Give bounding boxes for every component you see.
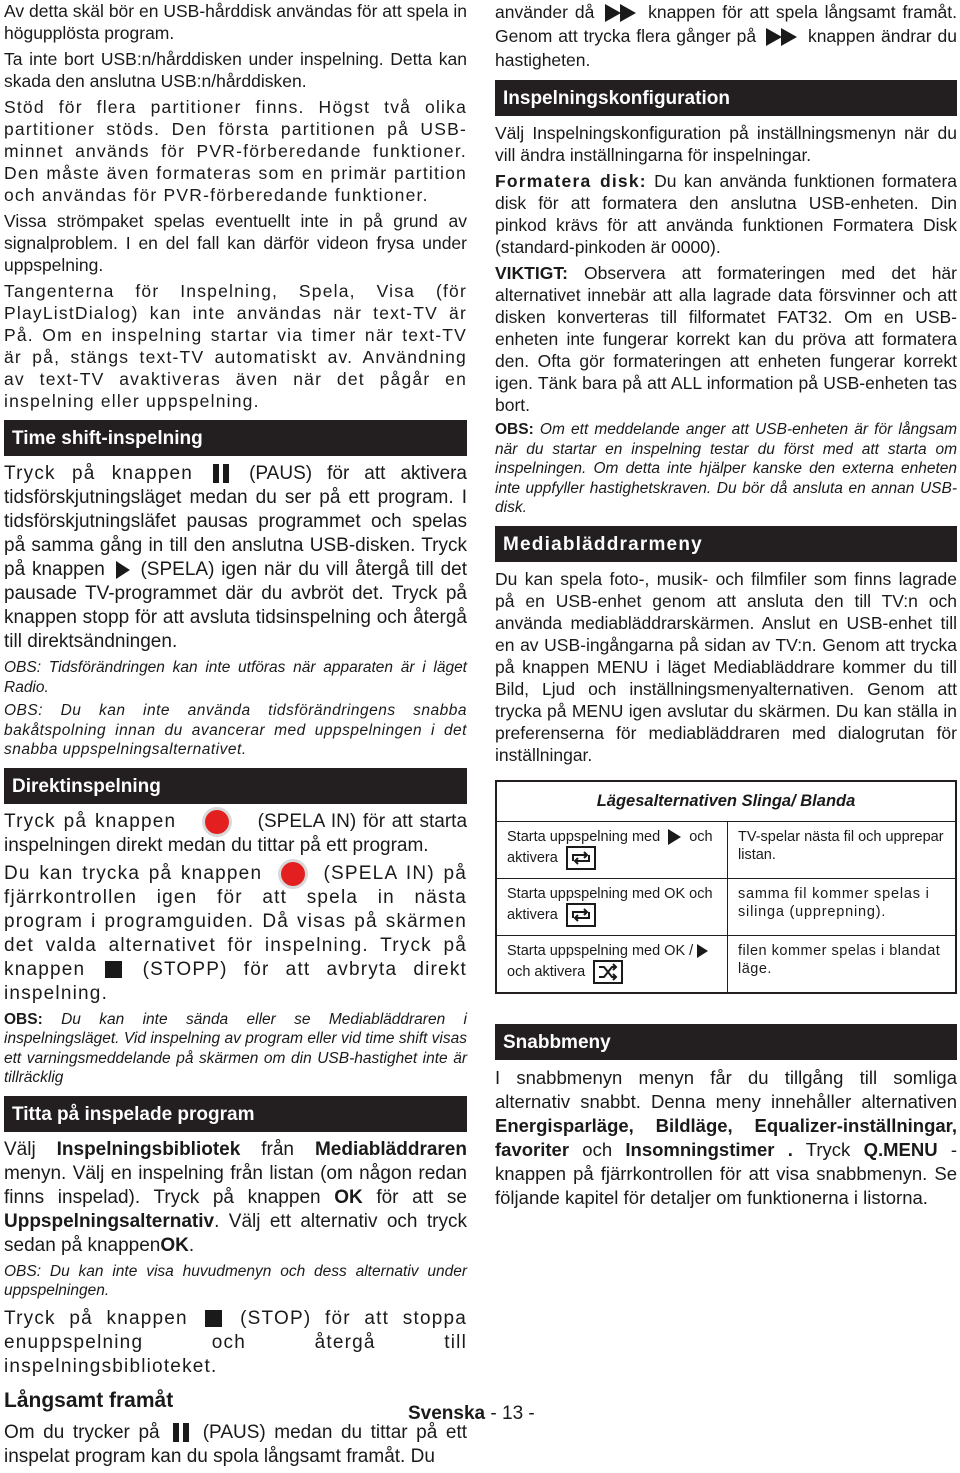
bold-text: Formatera disk: — [495, 171, 647, 191]
bold-text: Uppspelningsalternativ — [4, 1210, 215, 1232]
text: Tryck — [792, 1138, 864, 1160]
paragraph — [4, 1138, 467, 1258]
paragraph — [4, 862, 467, 1006]
loop-icon — [566, 846, 596, 870]
text: (STOP) för att stoppa enuppspelning och återgå till inspelningsbiblioteket. — [4, 1307, 468, 1377]
text: Välj — [4, 1138, 57, 1160]
text: för att se — [362, 1186, 467, 1208]
bold-text: Insomningstimer . — [625, 1138, 793, 1160]
note-label: OBS: — [495, 421, 534, 438]
paragraph: Stöd för flera partitioner finns. Högst två olika partitioner stöds. Den första partitionen på USB-minnet används för PVR-förberedande funktioner. Den måste även formateras som en primär partition och användas för PVR-förberedande funktioner. — [4, 97, 467, 205]
note — [4, 1010, 467, 1088]
text: Tryck på knappen — [4, 810, 177, 832]
bold-text: Mediabläddraren — [314, 1138, 467, 1160]
loop-icon — [566, 903, 596, 927]
text: Du kan använda funktionen formatera disk för att formatera den anslutna USB-enheten. Din pinkod krävs för att använda funktionen Formatera Disk (standard-pinkoden är 0000). — [495, 171, 957, 257]
play-icon — [668, 829, 681, 845]
note: OBS: Tidsförändringen kan inte utföras när apparaten är i läget Radio. — [4, 659, 467, 696]
section-heading-direct: Direktinspelning — [4, 768, 467, 804]
paragraph — [495, 1066, 957, 1210]
text: I snabbmenyn menyn får du tillgång till somliga alternativ snabbt. Denna meny innehåller alternativen — [495, 1066, 957, 1112]
paragraph — [495, 170, 957, 258]
table-cell: samma fil kommer spelas i silinga (upprepning). — [728, 878, 957, 935]
table-cell — [496, 935, 728, 993]
footer-language: Svenska — [408, 1403, 486, 1424]
paragraph: Vissa strömpaket spelas eventuellt inte in på grund av signalproblem. I en del fall kan därför videon frysa under uppspelning. — [4, 211, 467, 275]
text: Tryck på knappen — [4, 1307, 188, 1329]
bold-text: Energisparläge, Bildläge, Equalizer-inställningar, favoriter — [495, 1114, 957, 1160]
text: Observera att formateringen med det här alternativet innebär att alla lagrade data försvinner och att disken konverteras till filformatet FAT32. Om en USB-enheten inte fungerar korrekt kan du pröva att formatera den. Ofta gör formateringen att enheten fungerar korrekt igen. Tänk bara på att ALL information på USB-enheten tas bort. — [495, 263, 957, 415]
section-heading-slow: Långsamt framåt — [4, 1388, 174, 1412]
section-heading-quick: Snabbmeny — [495, 1024, 957, 1060]
left-column — [4, 0, 467, 1473]
text: (STOPP) för att avbryta direkt inspelning. — [4, 958, 467, 1004]
text: Du kan inte sända eller se Mediabläddraren i inspelningsläget. Vid inspelning av program eller vid time shift visas ett varningsmeddelande på skärmen om din USB-hastighet inte är tillräcklig — [4, 1010, 467, 1087]
table-cell: TV-spelar nästa fil och upprepar listan. — [728, 821, 957, 878]
note: OBS: Du kan inte använda tidsförändringens snabba bakåtspolning innan du avancerar med uppspelningen i det snabba uppspelningsalternativet. — [4, 702, 467, 758]
paragraph — [495, 262, 957, 416]
text: aktivera — [507, 906, 558, 923]
text: Du kan trycka på knappen — [4, 862, 263, 884]
play-icon — [116, 561, 130, 579]
section-heading-media: Mediabläddrarmeny — [495, 526, 957, 562]
pause-icon — [172, 1423, 190, 1442]
table-row — [496, 821, 956, 878]
pause-icon — [212, 464, 230, 483]
bold-text: OK — [334, 1186, 363, 1208]
text: menyn. Välj en inspelning från listan (om någon redan finns inspelad). Tryck på knappen — [4, 1162, 467, 1208]
table-cell — [496, 821, 728, 878]
text: Starta uppspelning med OK och — [507, 885, 713, 902]
text: -knappen på fjärrkontrollen för att visa snabbmenyn. Se följande kapitel för detaljer om funktionerna i listorna. — [495, 1138, 957, 1208]
text: Tryck på knappen — [4, 463, 194, 484]
text: och aktivera — [507, 963, 586, 980]
paragraph: Ta inte bort USB:n/hårddisken under inspelning. Detta kan skada den anslutna USB:n/hårddisken. — [4, 49, 467, 91]
page-footer — [408, 1403, 535, 1425]
paragraph: Tangenterna för Inspelning, Spela, Visa (för PlayListDialog) kan inte användas när text-TV är På. Om en inspelning startar via timer när text-TV är på, stängs text-TV automatiskt av. Användning av text-TV avaktiveras även när det pågår en inspelning eller uppspelning. — [4, 281, 467, 411]
text: . — [188, 1234, 195, 1256]
paragraph: Av detta skäl bör en USB-hårddisk användas för att spela in högupplösta program. — [4, 1, 467, 43]
table-row — [496, 935, 956, 993]
text: (SPELA IN) för att starta inspelningen direkt medan du tittar på ett program. — [4, 810, 468, 856]
text: Starta uppspelning med OK / — [507, 942, 694, 959]
note-label: OBS: — [4, 1010, 43, 1028]
text: (SPELA IN) på fjärrkontrollen igen för att spela in nästa program i programguiden. Då visas på skärmen det valda alternativet för inspelning. Tryck på knappen — [4, 862, 468, 980]
paragraph: Välj Inspelningskonfiguration på inställningsmenyn när du vill ändra inställningarna för inspelningar. — [495, 123, 957, 165]
right-column — [495, 0, 957, 1214]
bold-text: Q.MENU — [863, 1138, 938, 1160]
bold-text: Inspelningsbibliotek — [56, 1138, 241, 1160]
paragraph — [4, 462, 467, 654]
paragraph — [4, 1307, 467, 1379]
fast-forward-icon — [766, 28, 798, 46]
record-icon — [281, 862, 305, 886]
text: aktivera — [507, 849, 558, 866]
bold-text: VIKTIGT: — [495, 263, 568, 283]
text: . Välj ett alternativ och tryck sedan på knappen — [4, 1210, 467, 1256]
fast-forward-icon — [605, 4, 637, 22]
stop-icon — [205, 1310, 222, 1327]
paragraph — [4, 1421, 467, 1469]
text: Om ett meddelande anger att USB-enheten är för långsam när du startar en inspelning testar du först med att starta om inspelningen. Om detta inte hjälper kanske den externa enheten inte uppfyller hastighetskraven. Du bör då ansluta en annan USB-disk. — [495, 421, 957, 516]
text: och — [569, 1138, 626, 1160]
note: OBS: Du kan inte visa huvudmenyn och dess alternativ under uppspelningen. — [4, 1262, 467, 1300]
text: Starta uppspelning med — [507, 828, 661, 845]
table-row — [496, 878, 956, 935]
section-heading-config: Inspelningskonfiguration — [495, 80, 957, 116]
table-cell: filen kommer spelas i blandat läge. — [728, 935, 957, 993]
text: knappen för att spela långsamt framåt. Genom att trycka flera gånger på — [495, 2, 957, 46]
loop-shuffle-table — [495, 780, 957, 994]
paragraph — [495, 0, 957, 72]
bold-text: OK — [160, 1234, 189, 1256]
text: och — [689, 828, 713, 845]
text: (PAUS) medan du tittar på ett inspelat program kan du spola långsamt framåt. Du — [4, 1421, 467, 1467]
text: Om du trycker på — [4, 1421, 160, 1443]
shuffle-icon — [593, 960, 623, 984]
note — [495, 420, 957, 518]
text: (SPELA) igen när du vill återgå till det pausade TV-programmet där du avbröt det. Tryck på knappen stopp för att avsluta tidsinspelning och återgå till direktsändningen. — [4, 559, 467, 652]
paragraph: Du kan spela foto-, musik- och filmfiler som finns lagrade på en USB-enhet genom att ansluta den till TV:n och använda mediabläddrarskärmen. Anslut en USB-enhet till en av USB-ingångarna på sidan av TV:n. Genom att trycka på knappen MENU i läget Mediabläddrare kommer du till Bild, Ljud och inställningsmenyalternativen. Genom att trycka på MENU igen avslutar du skärmen. Du kan ställa in preferenserna för mediabläddraren med dialogrutan för inställningar. — [495, 568, 957, 765]
stop-icon — [105, 961, 122, 978]
table-title: Lägesalternativen Slinga/ Blanda — [496, 781, 956, 822]
paragraph — [4, 810, 467, 858]
text: knappen ändrar du hastigheten. — [495, 26, 957, 70]
text: (PAUS) för att aktivera tidsförskjutningsläget medan du ser på ett program. I tidsförskjutningsläfet pausas programmet och spelas på samma gång in till den anslutna USB-disken. Tryck på knappen — [4, 463, 467, 580]
text: från — [240, 1138, 315, 1160]
table-cell — [496, 878, 728, 935]
play-icon — [697, 944, 708, 958]
section-heading-watch: Titta på inspelade program — [4, 1096, 467, 1132]
record-icon — [205, 810, 229, 834]
text: använder då — [495, 2, 595, 22]
section-heading-timeshift: Time shift-inspelning — [4, 420, 467, 456]
page-number: - 13 - — [485, 1403, 535, 1424]
